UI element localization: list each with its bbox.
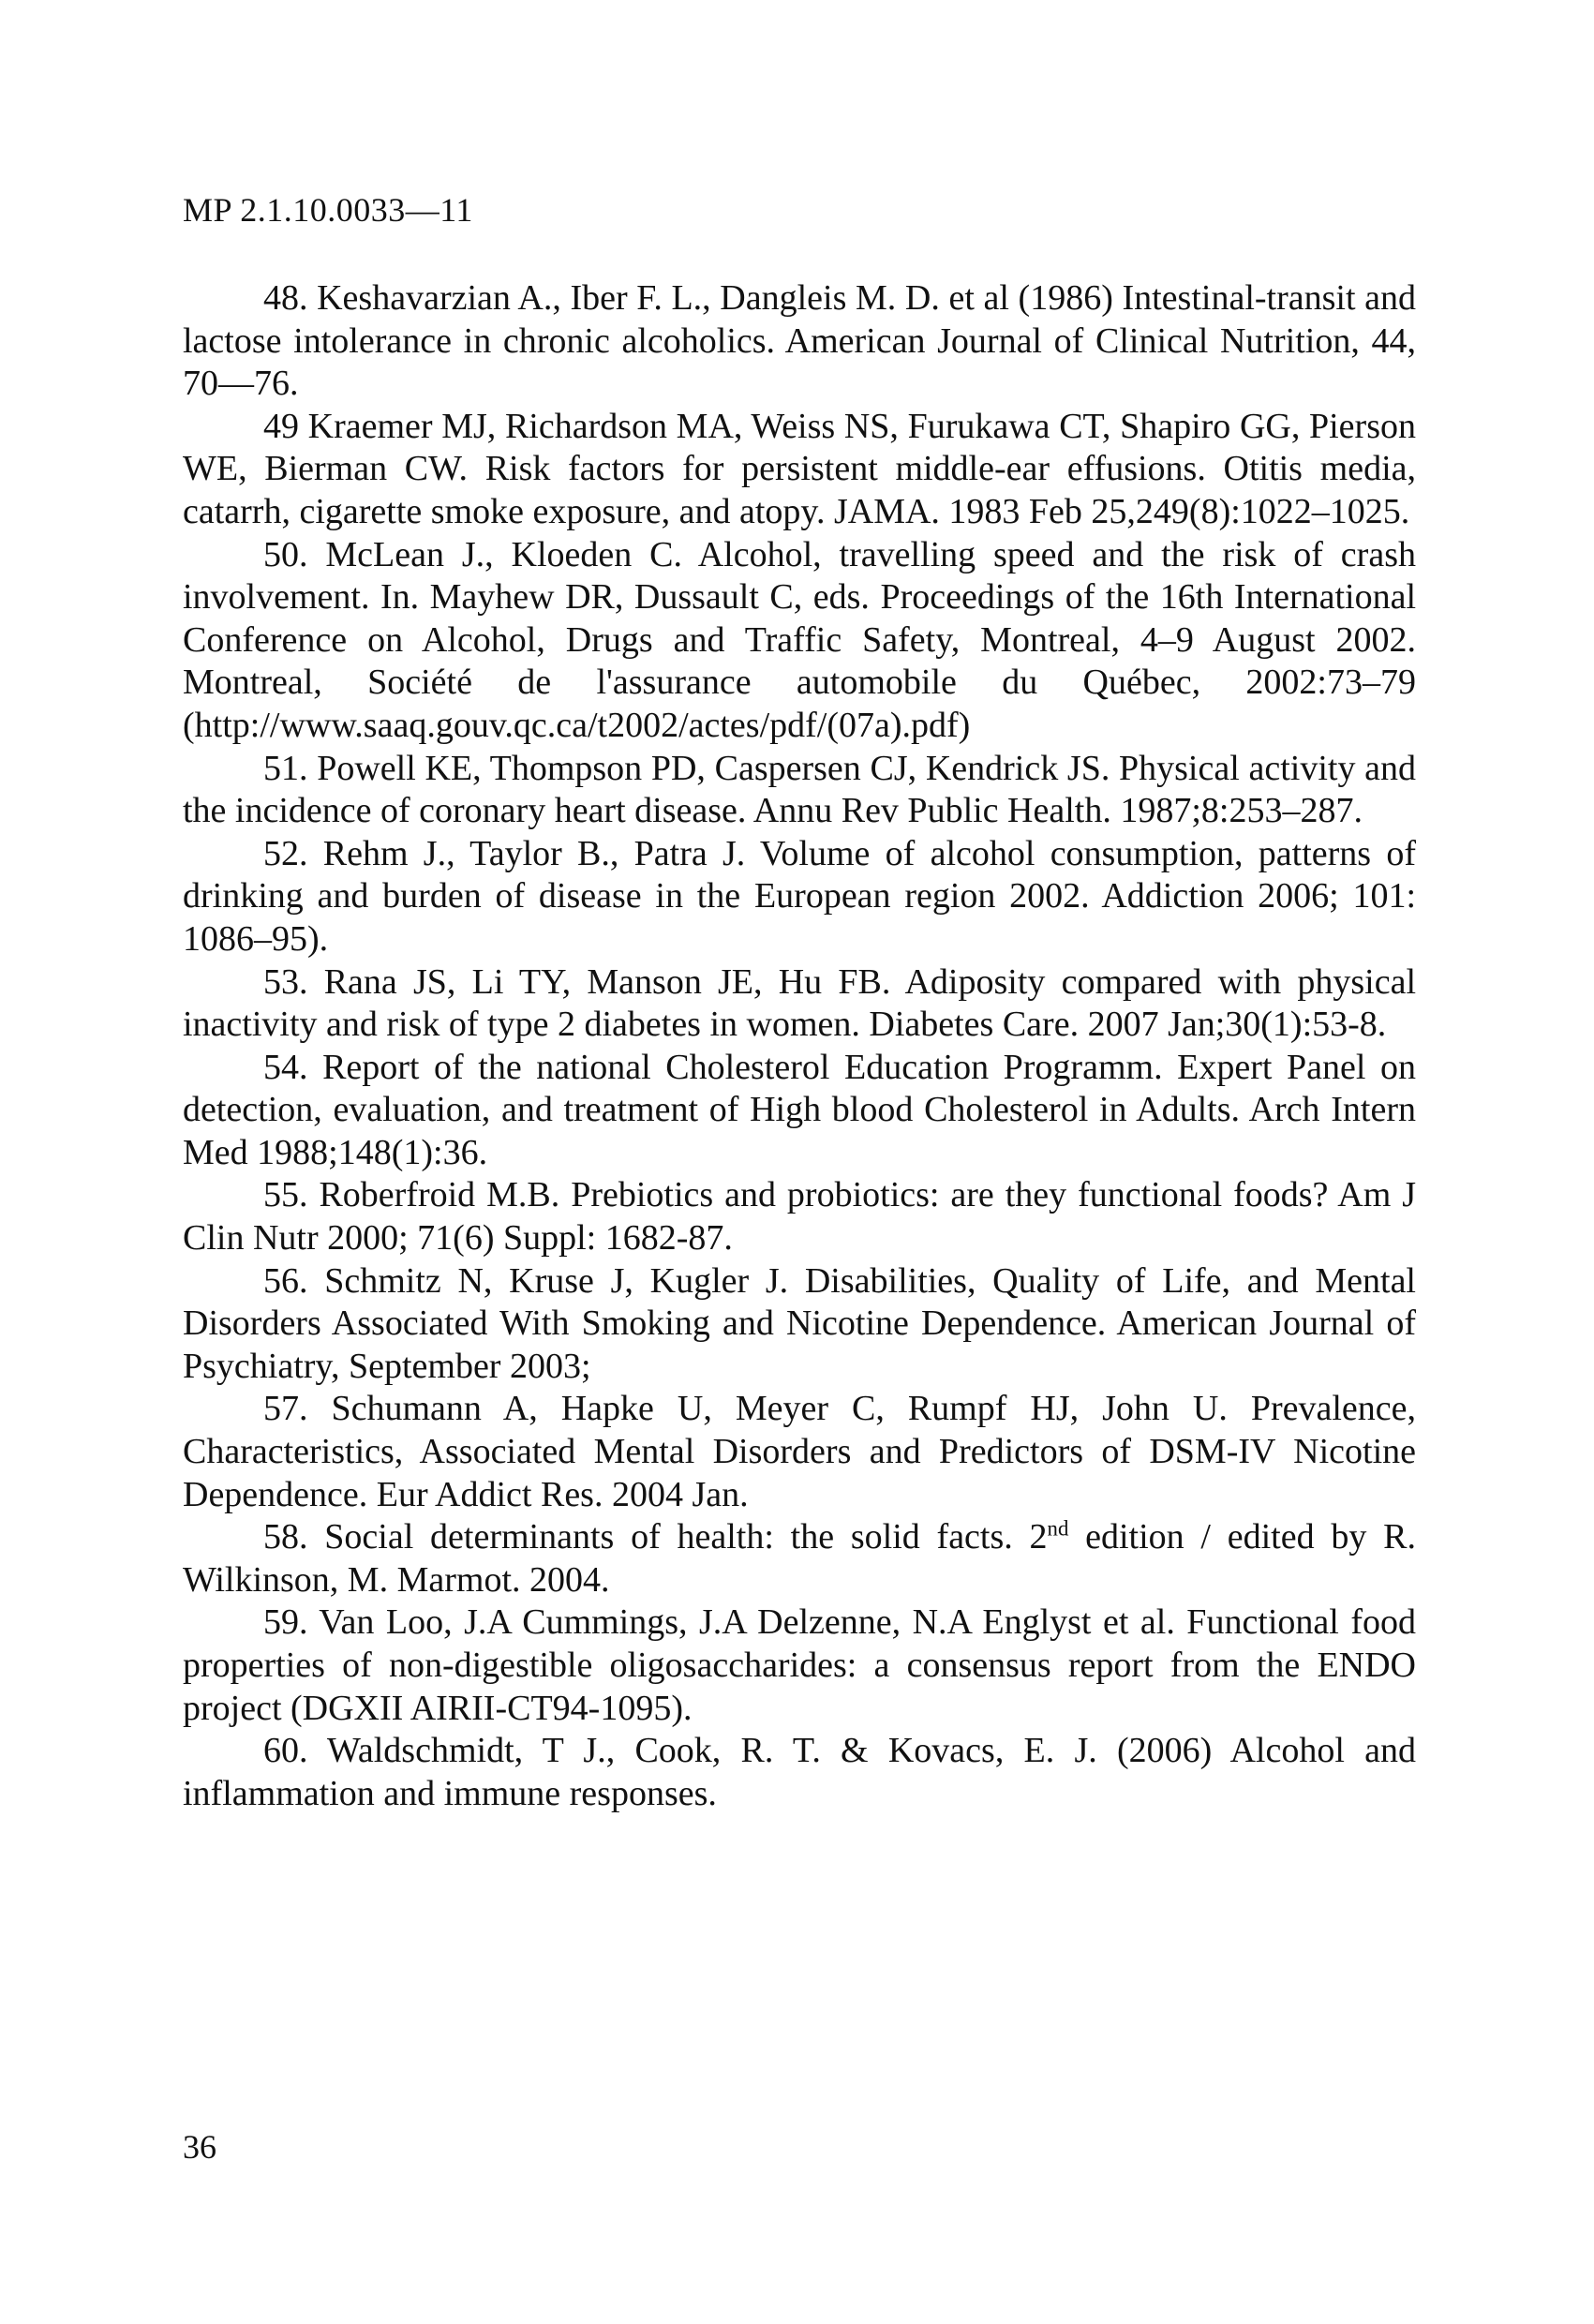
reference-58-text-after: edition / edited by R. Wilkinson, M. Marmot. 2004. — [183, 1517, 1416, 1600]
reference-item-56: 56. Schmitz N, Kruse J, Kugler J. Disabilities, Quality of Life, and Mental Disorders Associated With Smoking and Nicotine Dependence. American Journal of Psychiatry, September 2003; — [183, 1260, 1416, 1386]
reference-item-50: 50. McLean J., Kloeden C. Alcohol, travelling speed and the risk of crash involvement. In. Mayhew DR, Dussault C, eds. Proceedings of the 16th International Conference on Alcohol, Drugs and Traffic Safety, Montreal, 4–9 August 2002. Montreal, Société de l'assurance automobile du Québec, 2002:73–79 (http://www.saaq.gouv.qc.ca/t2002/actes/pdf/(07a).pdf) — [183, 534, 1416, 745]
reference-item-52: 52. Rehm J., Taylor B., Patra J. Volume of alcohol consumption, patterns of drinking and burden of disease in the European region 2002. Addiction 2006; 101: 1086–95). — [183, 833, 1416, 959]
reference-item-58 — [183, 1516, 1416, 1601]
reference-item-59: 59. Van Loo, J.A Cummings, J.A Delzenne, N.A Englyst et al. Functional food properties of non-digestible oligosaccharides: a consensus report from the ENDO project (DGXII AIRII-CT94-1095). — [183, 1602, 1416, 1728]
reference-item-55: 55. Roberfroid M.B. Prebiotics and probiotics: are they functional foods? Am J Clin Nutr 2000; 71(6) Suppl: 1682-87. — [183, 1175, 1416, 1259]
reference-58-superscript: nd — [1047, 1516, 1069, 1541]
page-number: 36 — [183, 2128, 216, 2166]
reference-item-60: 60. Waldschmidt, T J., Cook, R. T. & Kovacs, E. J. (2006) Alcohol and inflammation and immune responses. — [183, 1731, 1416, 1813]
reference-item-54: 54. Report of the national Cholesterol Education Programm. Expert Panel on detection, evaluation, and treatment of High blood Cholesterol in Adults. Arch Intern Med 1988;148(1):36. — [183, 1047, 1416, 1172]
reference-item-53: 53. Rana JS, Li TY, Manson JE, Hu FB. Adiposity compared with physical inactivity and risk of type 2 diabetes in women. Diabetes Care. 2007 Jan;30(1):53-8. — [183, 961, 1416, 1045]
reference-list — [183, 277, 1416, 1815]
reference-58-text-before: 58. Social determinants of health: the solid facts. 2 — [263, 1517, 1048, 1557]
reference-item-48: 48. Keshavarzian A., Iber F. L., Dangleis M. D. et al (1986) Intestinal-transit and lactose intolerance in chronic alcoholics. American Journal of Clinical Nutrition, 44, 70—76. — [183, 278, 1416, 404]
reference-item-49: 49 Kraemer MJ, Richardson MA, Weiss NS, Furukawa CT, Shapiro GG, Pierson WE, Bierman CW. Risk factors for persistent middle-ear effusions. Otitis media, catarrh, cigarette smoke exposure, and atopy. JAMA. 1983 Feb 25,249(8):1022–1025. — [183, 406, 1416, 531]
document-code: MP 2.1.10.0033—11 — [183, 191, 473, 229]
reference-item-51: 51. Powell KE, Thompson PD, Caspersen CJ, Kendrick JS. Physical activity and the incidence of coronary heart disease. Annu Rev Public Health. 1987;8:253–287. — [183, 748, 1416, 831]
reference-item-57: 57. Schumann A, Hapke U, Meyer C, Rumpf HJ, John U. Prevalence, Characteristics, Associated Mental Disorders and Predictors of DSM-IV Nicotine Dependence. Eur Addict Res. 2004 Jan. — [183, 1389, 1416, 1514]
